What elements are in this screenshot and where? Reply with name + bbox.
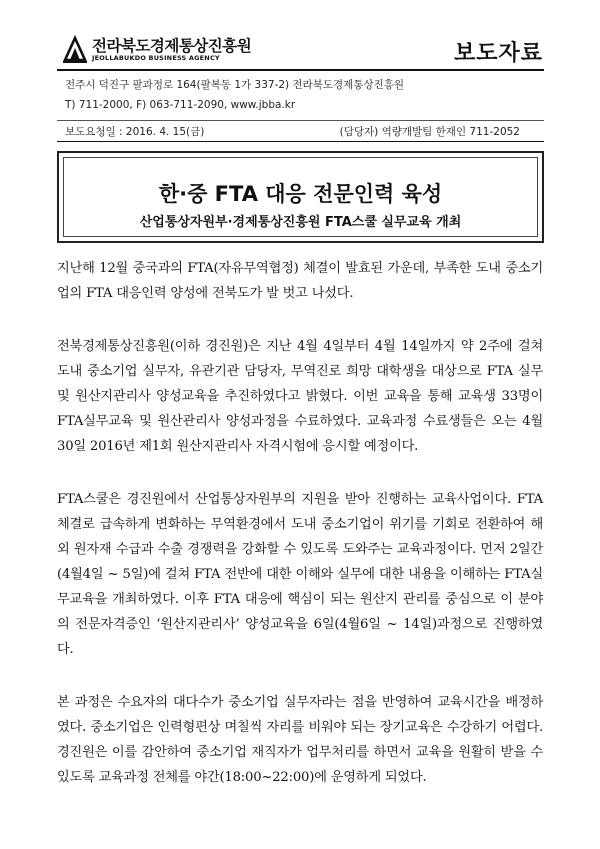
release-date: 보도요청일 : 2016. 4. 15(금)	[65, 126, 205, 138]
paragraph-1: 지난해 12월 중국과의 FTA(자유무역협정) 체결이 발효된 가운데, 부족한 도내 중소기업의 FTA 대응인력 양성에 전북도가 발 벗고 나섰다.	[57, 261, 543, 301]
paragraph-4: 본 과정은 수요자의 대다수가 중소기업 실무자라는 점을 반영하여 교육시간을 배정하였다. 중소기업은 인력형편상 며칠씩 자리를 비워야 되는 장기교육은 수강하기 어렵다. 경진원은 이를 감안하여 중소기업 재직자가 업무처리를 하면서 교육을 원활히 받을 수 있도록 교육과정 전체를 야간(18:00~22:00)에 운영하게 되었다.	[57, 695, 543, 785]
agency-logo-icon	[62, 34, 88, 64]
info-divider	[57, 120, 544, 121]
paragraph-2: 전북경제통상진흥원(이하 경진원)은 지난 4월 4일부터 4월 14일까지 약 2주에 걸쳐 도내 중소기업 실무자, 유관기관 담당자, 무역진로 희망 대학생을 대상으로 FTA 실무 및 원산지관리사 양성교육을 추진하였다고 밝혔다. 이번 교육을 통해 교육생 33명이 FTA실무교육 및 원산관리사 양성과정을 수료하였다. 교육과정 수료생들은 오는 4월 30일 2016년 제1회 원산지관리사 자격시험에 응시할 예정이다.	[57, 339, 543, 454]
article-body	[57, 256, 543, 818]
title-box	[57, 151, 544, 243]
contact-person: (담당자) 역량개발팀 한재인 711-2052	[339, 126, 520, 138]
document-type: 보도자료	[453, 41, 543, 66]
main-title: 한·중 FTA 대응 전문인력 육성	[158, 182, 443, 206]
paragraph-3: FTA스쿨은 경진원에서 산업통상자원부의 지원을 받아 진행하는 교육사업이다. FTA 체결로 급속하게 변화하는 무역환경에서 도내 중소기업이 위기를 기회로 전환하여 해외 원자재 수급과 수출 경쟁력을 강화할 수 있도록 도와주는 교육과정이다. 먼저 2일간(4월4일 ~ 5일)에 걸쳐 FTA 전반에 대한 이해와 실무에 대한 내용을 이해하는 FTA실무교육을 개최하였다. 이후 FTA 대응에 핵심이 되는 원산지 관리를 중심으로 이 분야의 전문자격증인 ‘원산지관리사’ 양성교육을 6일(4월6일 ~ 14일)과정으로 진행하였다.	[57, 492, 543, 657]
contact-info: T) 711-2000, F) 063-711-2090, www.jbba.kr	[65, 99, 296, 111]
org-name-en: JEOLLABUKDO BUSINESS AGENCY	[92, 54, 220, 62]
title-inner-frame	[63, 157, 538, 237]
sub-title: 산업통상자원부·경제통상진흥원 FTA스쿨 실무교육 개최	[139, 215, 462, 230]
address: 전주시 덕진구 팔과정로 164(팔복동 1가 337-2) 전라북도경제통상진흥원	[65, 79, 405, 91]
info-box	[57, 69, 544, 142]
agency-logo	[62, 32, 282, 70]
org-name: 전라북도경제통상진흥원	[92, 37, 252, 55]
